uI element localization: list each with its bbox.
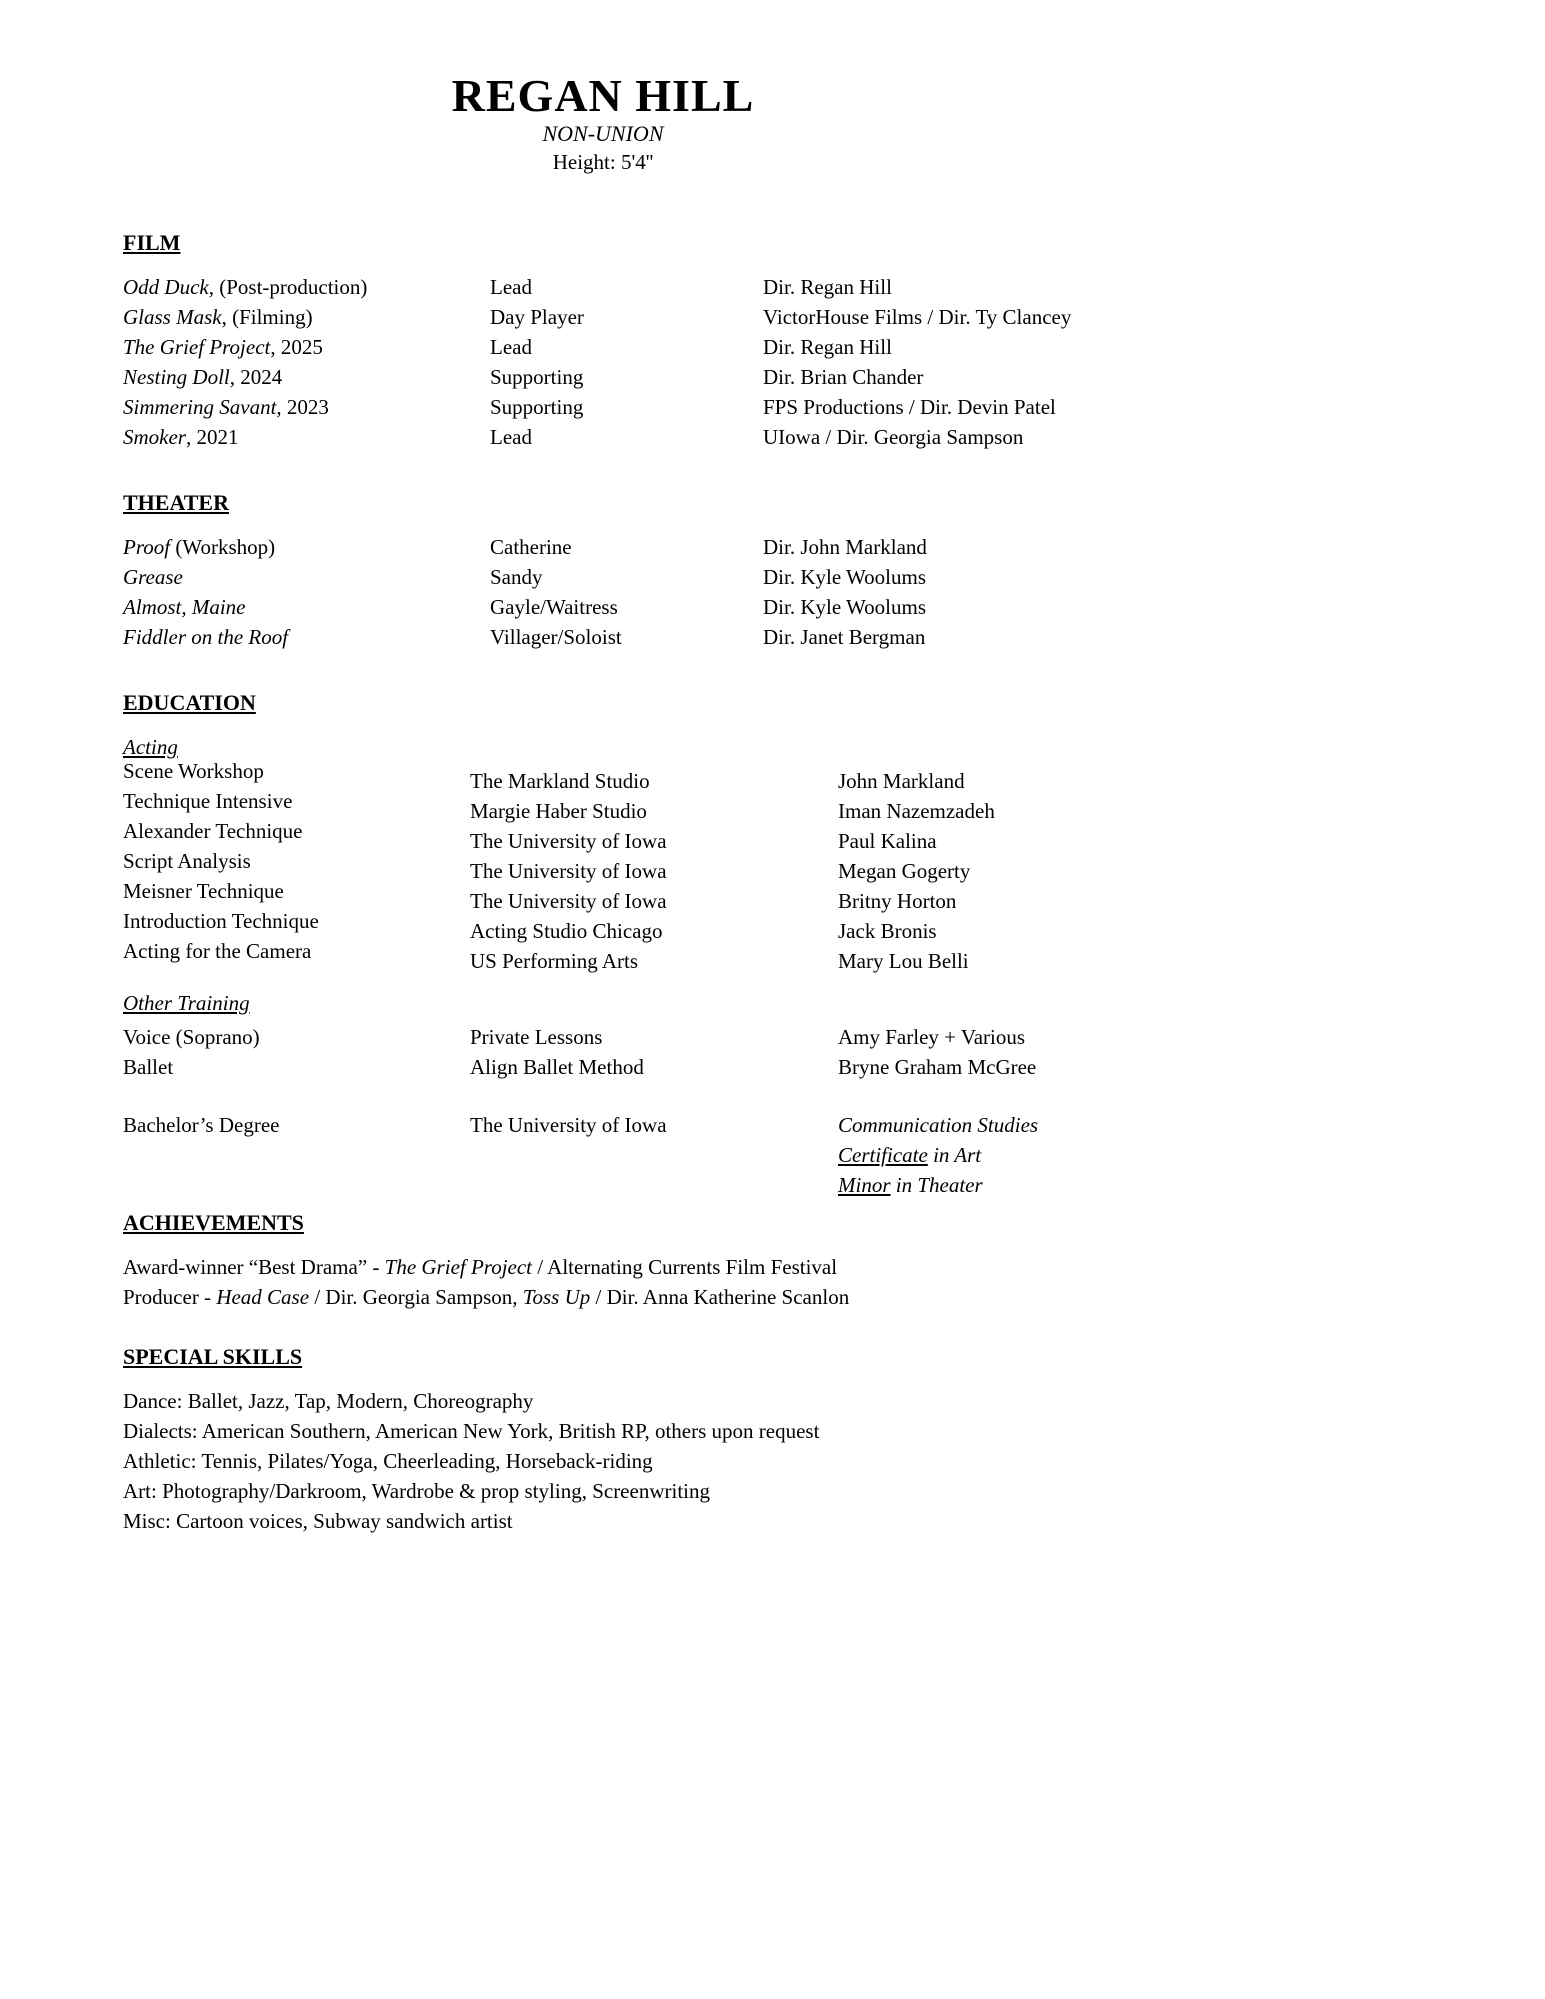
film-title: Smoker bbox=[123, 425, 186, 449]
teacher-name: Bryne Graham McGree bbox=[838, 1055, 1037, 1079]
degree-notes bbox=[838, 1110, 1445, 1200]
film-title-suffix: , (Filming) bbox=[221, 305, 313, 329]
skill-item: Art: Photography/Darkroom, Wardrobe & prop styling, Screenwriting bbox=[123, 1479, 710, 1503]
degree-title: Bachelor’s Degree bbox=[123, 1113, 280, 1137]
film-role: Supporting bbox=[490, 365, 584, 389]
acting-subheading: Acting bbox=[123, 735, 178, 759]
special-skills-list bbox=[123, 1386, 1445, 1536]
achievement-title: Toss Up bbox=[522, 1285, 591, 1309]
certificate-rest: in Art bbox=[927, 1143, 982, 1167]
film-title: Nesting Doll bbox=[123, 365, 230, 389]
education-section bbox=[123, 688, 1445, 1200]
theater-title-cell bbox=[123, 622, 490, 652]
theater-title-suffix: (Workshop) bbox=[170, 535, 276, 559]
film-title: The Grief Project bbox=[123, 335, 271, 359]
skill-item: Dialects: American Southern, American New York, British RP, others upon request bbox=[123, 1419, 820, 1443]
film-title-suffix: , 2023 bbox=[276, 395, 329, 419]
film-row bbox=[123, 272, 1445, 302]
film-title: Simmering Savant bbox=[123, 395, 277, 419]
teacher-name: Amy Farley + Various bbox=[838, 1025, 1026, 1049]
course-name: Acting for the Camera bbox=[123, 939, 312, 963]
film-title-suffix: , 2021 bbox=[185, 425, 239, 449]
film-title-suffix: , 2025 bbox=[270, 335, 323, 359]
film-section bbox=[123, 228, 1445, 452]
film-role: Day Player bbox=[490, 305, 584, 329]
theater-row bbox=[123, 562, 1445, 592]
union-status: NON-UNION bbox=[542, 121, 664, 146]
education-heading: EDUCATION bbox=[123, 690, 256, 715]
certificate-word: Certificate bbox=[838, 1143, 928, 1167]
film-title: Glass Mask bbox=[123, 305, 222, 329]
course-name: Ballet bbox=[123, 1055, 174, 1079]
acting-table bbox=[123, 759, 1445, 976]
teacher-name: Jack Bronis bbox=[838, 919, 937, 943]
theater-company: Dir. Kyle Woolums bbox=[763, 565, 927, 589]
achievement-text: / Dir. Georgia Sampson, bbox=[309, 1285, 523, 1309]
film-title-cell bbox=[123, 332, 490, 362]
theater-table bbox=[123, 532, 1445, 652]
course-name: Alexander Technique bbox=[123, 819, 303, 843]
achievement-title: Head Case bbox=[216, 1285, 310, 1309]
minor-word: Minor bbox=[838, 1173, 891, 1197]
theater-role: Catherine bbox=[490, 535, 572, 559]
film-company: VictorHouse Films / Dir. Ty Clancey bbox=[763, 305, 1072, 329]
course-name: Scene Workshop bbox=[123, 759, 264, 783]
theater-role: Sandy bbox=[490, 565, 543, 589]
film-role: Lead bbox=[490, 275, 532, 299]
course-name: Meisner Technique bbox=[123, 879, 284, 903]
achievement-text: Award-winner “Best Drama” - bbox=[123, 1255, 385, 1279]
teacher-name: Britny Horton bbox=[838, 889, 957, 913]
film-title-suffix: , 2024 bbox=[229, 365, 283, 389]
course-name: Technique Intensive bbox=[123, 789, 293, 813]
film-table bbox=[123, 272, 1445, 452]
achievements-section bbox=[123, 1208, 1445, 1312]
theater-row bbox=[123, 592, 1445, 622]
actor-name: REGAN HILL bbox=[451, 70, 755, 121]
film-row bbox=[123, 422, 1445, 452]
film-title-suffix: (Post-production) bbox=[213, 275, 368, 299]
school-name: Margie Haber Studio bbox=[470, 799, 647, 823]
film-title-cell bbox=[123, 422, 490, 452]
school-name: The University of Iowa bbox=[470, 859, 667, 883]
achievements-heading: ACHIEVEMENTS bbox=[123, 1210, 304, 1235]
skill-item: Dance: Ballet, Jazz, Tap, Modern, Choreography bbox=[123, 1389, 534, 1413]
film-title: Odd Duck, bbox=[123, 275, 214, 299]
minor-rest: in Theater bbox=[890, 1173, 983, 1197]
special-skills-heading: SPECIAL SKILLS bbox=[123, 1344, 303, 1369]
film-role: Supporting bbox=[490, 395, 584, 419]
film-row bbox=[123, 332, 1445, 362]
school-name: The University of Iowa bbox=[470, 829, 667, 853]
degree-row bbox=[123, 1110, 1445, 1200]
film-company: Dir. Regan Hill bbox=[763, 275, 892, 299]
film-role: Lead bbox=[490, 335, 532, 359]
education-row bbox=[123, 939, 1445, 976]
theater-row bbox=[123, 532, 1445, 562]
film-title-cell bbox=[123, 362, 490, 392]
teacher-name: Paul Kalina bbox=[838, 829, 937, 853]
theater-row bbox=[123, 622, 1445, 652]
skill-item: Athletic: Tennis, Pilates/Yoga, Cheerleading, Horseback-riding bbox=[123, 1449, 653, 1473]
achievement-item bbox=[123, 1282, 1445, 1312]
theater-section bbox=[123, 488, 1445, 652]
skill-item: Misc: Cartoon voices, Subway sandwich artist bbox=[123, 1509, 513, 1533]
theater-role: Villager/Soloist bbox=[490, 625, 622, 649]
theater-title-cell bbox=[123, 562, 490, 592]
teacher-name: Megan Gogerty bbox=[838, 859, 971, 883]
degree-minor-line bbox=[838, 1170, 1445, 1200]
film-title-cell bbox=[123, 272, 490, 302]
film-title-cell bbox=[123, 392, 490, 422]
film-heading: FILM bbox=[123, 230, 181, 255]
theater-title: Proof bbox=[123, 535, 171, 559]
education-row bbox=[123, 1022, 1445, 1052]
film-row bbox=[123, 392, 1445, 422]
film-row bbox=[123, 362, 1445, 392]
film-company: Dir. Brian Chander bbox=[763, 365, 924, 389]
film-company: FPS Productions / Dir. Devin Patel bbox=[763, 395, 1056, 419]
resume-header bbox=[123, 72, 1083, 176]
film-company: UIowa / Dir. Georgia Sampson bbox=[763, 425, 1024, 449]
achievement-text: / Alternating Currents Film Festival bbox=[532, 1255, 838, 1279]
film-role: Lead bbox=[490, 425, 532, 449]
theater-role: Gayle/Waitress bbox=[490, 595, 618, 619]
achievements-list bbox=[123, 1252, 1445, 1312]
film-title-cell bbox=[123, 302, 490, 332]
special-skills-section bbox=[123, 1342, 1445, 1536]
height-line: Height: 5'4'' bbox=[552, 150, 654, 174]
theater-company: Dir. Kyle Woolums bbox=[763, 595, 927, 619]
theater-company: Dir. John Markland bbox=[763, 535, 927, 559]
teacher-name: John Markland bbox=[838, 769, 965, 793]
school-name: US Performing Arts bbox=[470, 949, 638, 973]
education-row bbox=[123, 1052, 1445, 1082]
degree-major: Communication Studies bbox=[838, 1113, 1039, 1137]
film-row bbox=[123, 302, 1445, 332]
school-name: Acting Studio Chicago bbox=[470, 919, 663, 943]
achievement-text: Producer - bbox=[123, 1285, 217, 1309]
theater-company: Dir. Janet Bergman bbox=[763, 625, 926, 649]
school-name: The University of Iowa bbox=[470, 889, 667, 913]
course-name: Introduction Technique bbox=[123, 909, 319, 933]
school-name: Align Ballet Method bbox=[470, 1055, 644, 1079]
teacher-name: Mary Lou Belli bbox=[838, 949, 969, 973]
course-name: Script Analysis bbox=[123, 849, 251, 873]
teacher-name: Iman Nazemzadeh bbox=[838, 799, 995, 823]
theater-title: Fiddler on the Roof bbox=[123, 625, 289, 649]
school-name: Private Lessons bbox=[470, 1025, 603, 1049]
theater-title: Grease bbox=[123, 565, 183, 589]
film-company: Dir. Regan Hill bbox=[763, 335, 892, 359]
theater-heading: THEATER bbox=[123, 490, 229, 515]
theater-title-cell bbox=[123, 532, 490, 562]
achievement-title: The Grief Project bbox=[384, 1255, 532, 1279]
school-name: The Markland Studio bbox=[470, 769, 650, 793]
course-name: Voice (Soprano) bbox=[123, 1025, 260, 1049]
degree-certificate-line bbox=[838, 1140, 1445, 1170]
other-training-subheading: Other Training bbox=[123, 991, 250, 1015]
theater-title: Almost, Maine bbox=[123, 595, 246, 619]
theater-title-cell bbox=[123, 592, 490, 622]
other-training-table bbox=[123, 1022, 1445, 1082]
achievement-text: / Dir. Anna Katherine Scanlon bbox=[590, 1285, 850, 1309]
degree-school: The University of Iowa bbox=[470, 1113, 667, 1137]
achievement-item bbox=[123, 1252, 1445, 1282]
